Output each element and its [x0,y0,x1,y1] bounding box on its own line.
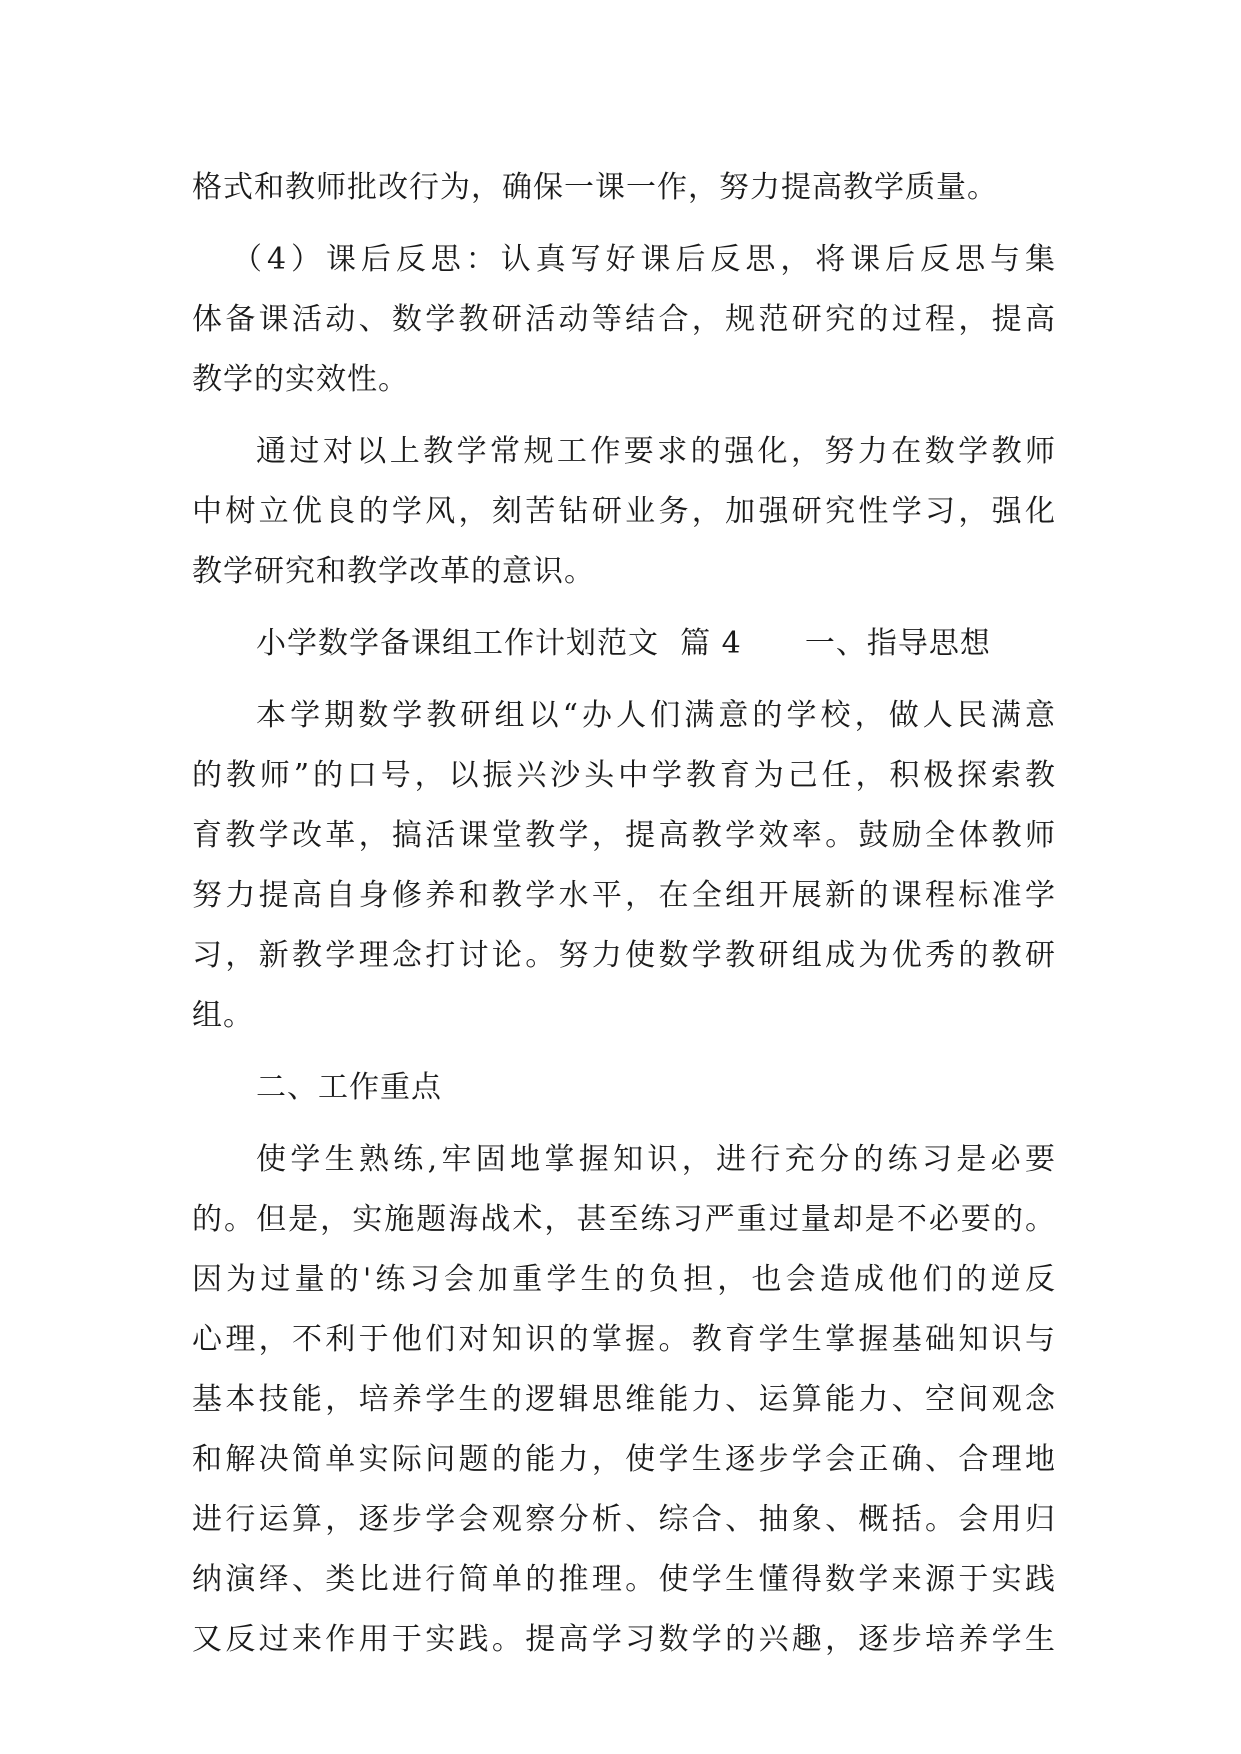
text-line: （4）课后反思：认真写好课后反思，将课后反思与集 [232,242,1056,277]
text-line: 通过对以上教学常规工作要求的强化，努力在数学教师 [256,434,1056,469]
text-line: 纳演绎、类比进行简单的推理。使学生懂得数学来源于实践 [192,1562,1056,1597]
section-heading: 二、工作重点 [256,1070,442,1105]
paragraph [192,230,1056,410]
paragraph [192,614,1056,674]
text-line: 教学研究和教学改革的意识。 [192,554,595,589]
text-line: 和解决简单实际问题的能力，使学生逐步学会正确、合理地 [192,1442,1056,1477]
text-line: 又反过来作用于实践。提高学习数学的兴趣，逐步培养学生 [192,1622,1056,1657]
paragraph [192,1058,1056,1118]
text-line: 使学生熟练,牢固地掌握知识，进行充分的练习是必要 [256,1142,1056,1177]
text-line: 习，新教学理念打讨论。努力使数学教研组成为优秀的教研 [192,938,1056,973]
text-line: 因为过量的'练习会加重学生的负担，也会造成他们的逆反 [192,1262,1056,1297]
text-line: 本学期数学教研组以“办人们满意的学校，做人民满意 [256,698,1056,733]
text-line: 努力提高自身修养和教学水平，在全组开展新的课程标准学 [192,878,1056,913]
text-line: 中树立优良的学风，刻苦钻研业务，加强研究性学习，强化 [192,494,1056,529]
paragraph [192,422,1056,602]
text-line: 教学的实效性。 [192,362,409,397]
section-heading: 小学数学备课组工作计划范文 篇 4 一、指导思想 [256,626,991,661]
text-line: 体备课活动、数学教研活动等结合，规范研究的过程，提高 [192,302,1056,337]
paragraph [192,158,1056,218]
paragraph [192,686,1056,1046]
text-line: 进行运算，逐步学会观察分析、综合、抽象、概括。会用归 [192,1502,1056,1537]
text-line: 组。 [192,998,254,1033]
text-line: 格式和教师批改行为，确保一课一作，努力提高教学质量。 [192,170,998,205]
text-line: 的。但是，实施题海战术，甚至练习严重过量却是不必要的。 [192,1202,1056,1237]
text-line: 育教学改革，搞活课堂教学，提高教学效率。鼓励全体教师 [192,818,1056,853]
text-line: 基本技能，培养学生的逻辑思维能力、运算能力、空间观念 [192,1382,1056,1417]
paragraph [192,1130,1056,1670]
text-line: 心理，不利于他们对知识的掌握。教育学生掌握基础知识与 [192,1322,1056,1357]
text-line: 的教师”的口号，以振兴沙头中学教育为己任，积极探索教 [192,758,1056,793]
document-body [192,158,1056,1682]
